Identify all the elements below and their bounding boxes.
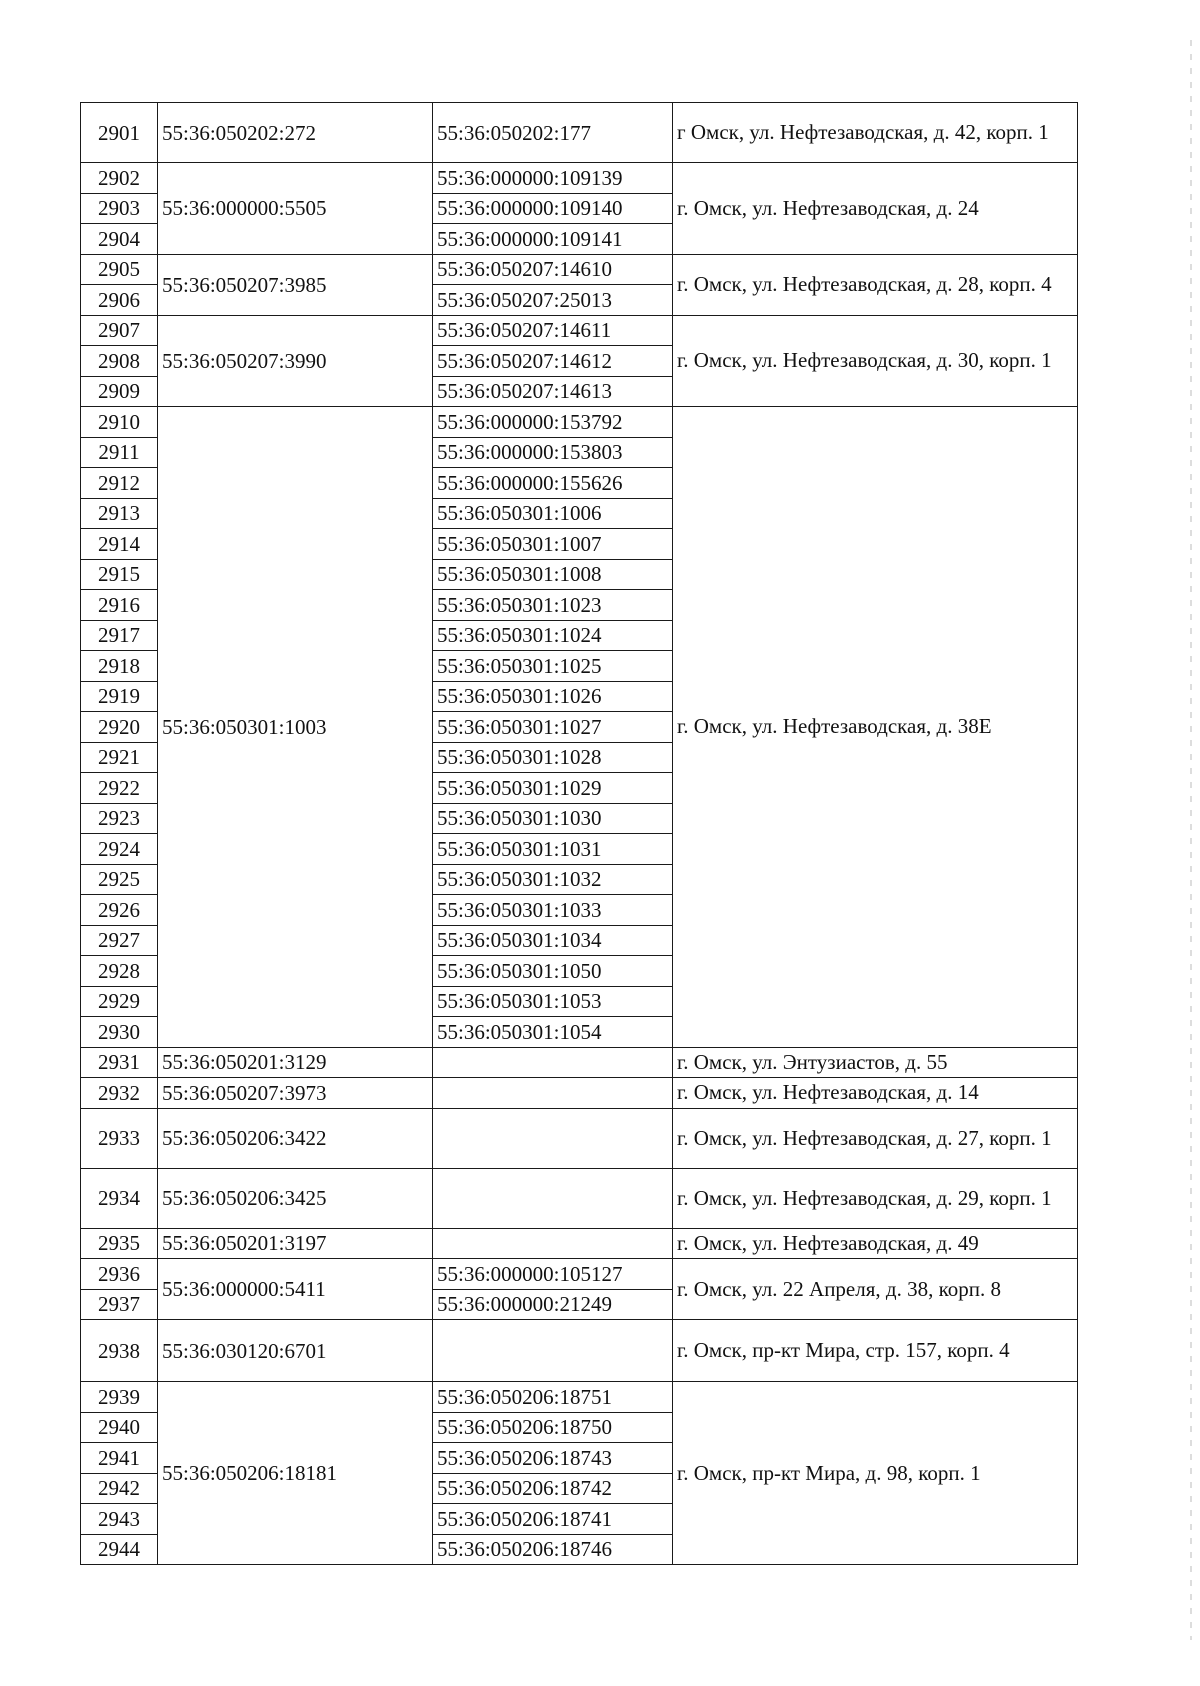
table-row — [81, 163, 1078, 194]
object-cadastral-number: 55:36:000000:153803 — [433, 437, 673, 468]
object-cadastral-number: 55:36:050301:1008 — [433, 559, 673, 590]
row-number: 2920 — [81, 712, 158, 743]
object-cadastral-number: 55:36:050301:1006 — [433, 498, 673, 529]
object-cadastral-number: 55:36:000000:109139 — [433, 163, 673, 194]
object-cadastral-number: 55:36:050301:1030 — [433, 803, 673, 834]
row-number: 2907 — [81, 315, 158, 346]
row-number: 2910 — [81, 407, 158, 438]
object-cadastral-number — [433, 1320, 673, 1382]
table-row — [81, 1047, 1078, 1078]
object-cadastral-number — [433, 1228, 673, 1259]
row-number: 2918 — [81, 651, 158, 682]
object-cadastral-number: 55:36:000000:155626 — [433, 468, 673, 499]
table-row — [81, 1259, 1078, 1290]
row-number: 2928 — [81, 956, 158, 987]
object-cadastral-number: 55:36:050301:1050 — [433, 956, 673, 987]
row-number: 2932 — [81, 1078, 158, 1109]
row-number: 2925 — [81, 864, 158, 895]
row-number: 2903 — [81, 193, 158, 224]
row-number: 2904 — [81, 224, 158, 255]
row-number: 2916 — [81, 590, 158, 621]
row-number: 2906 — [81, 285, 158, 316]
address: г. Омск, ул. Нефтезаводская, д. 28, корп. 4 — [673, 254, 1078, 315]
row-number: 2924 — [81, 834, 158, 865]
address: г. Омск, ул. Нефтезаводская, д. 30, корп. 1 — [673, 315, 1078, 407]
object-cadastral-number: 55:36:050301:1053 — [433, 986, 673, 1017]
row-number: 2908 — [81, 346, 158, 377]
object-cadastral-number — [433, 1047, 673, 1078]
address: г. Омск, ул. Нефтезаводская, д. 29, корп. 1 — [673, 1168, 1078, 1228]
row-number: 2914 — [81, 529, 158, 560]
object-cadastral-number: 55:36:050301:1031 — [433, 834, 673, 865]
object-cadastral-number: 55:36:050206:18746 — [433, 1534, 673, 1565]
parcel-cadastral-number: 55:36:050301:1003 — [158, 407, 433, 1048]
object-cadastral-number: 55:36:050206:18741 — [433, 1504, 673, 1535]
parcel-cadastral-number: 55:36:030120:6701 — [158, 1320, 433, 1382]
object-cadastral-number: 55:36:050301:1025 — [433, 651, 673, 682]
row-number: 2909 — [81, 376, 158, 407]
row-number: 2927 — [81, 925, 158, 956]
object-cadastral-number: 55:36:050301:1023 — [433, 590, 673, 621]
row-number: 2922 — [81, 773, 158, 804]
object-cadastral-number: 55:36:050301:1054 — [433, 1017, 673, 1048]
row-number: 2933 — [81, 1108, 158, 1168]
row-number: 2935 — [81, 1228, 158, 1259]
row-number: 2917 — [81, 620, 158, 651]
table-row — [81, 315, 1078, 346]
address: г. Омск, ул. Нефтезаводская, д. 38Е — [673, 407, 1078, 1048]
address: г. Омск, ул. Энтузиастов, д. 55 — [673, 1047, 1078, 1078]
table-row — [81, 1078, 1078, 1109]
object-cadastral-number — [433, 1168, 673, 1228]
row-number: 2942 — [81, 1473, 158, 1504]
row-number: 2921 — [81, 742, 158, 773]
row-number: 2940 — [81, 1412, 158, 1443]
object-cadastral-number: 55:36:050206:18742 — [433, 1473, 673, 1504]
row-number: 2931 — [81, 1047, 158, 1078]
object-cadastral-number: 55:36:050301:1032 — [433, 864, 673, 895]
object-cadastral-number: 55:36:000000:109140 — [433, 193, 673, 224]
parcel-cadastral-number: 55:36:050201:3129 — [158, 1047, 433, 1078]
parcel-cadastral-number: 55:36:050207:3985 — [158, 254, 433, 315]
object-cadastral-number: 55:36:050207:14613 — [433, 376, 673, 407]
object-cadastral-number: 55:36:050206:18751 — [433, 1382, 673, 1413]
row-number: 2912 — [81, 468, 158, 499]
table-row — [81, 1168, 1078, 1228]
row-number: 2902 — [81, 163, 158, 194]
address: г. Омск, пр-кт Мира, д. 98, корп. 1 — [673, 1382, 1078, 1565]
parcel-cadastral-number: 55:36:050206:3425 — [158, 1168, 433, 1228]
object-cadastral-number: 55:36:050206:18743 — [433, 1443, 673, 1474]
page-cutoff — [80, 1578, 1090, 1598]
table-row — [81, 254, 1078, 285]
object-cadastral-number: 55:36:050207:14610 — [433, 254, 673, 285]
address: г. Омск, ул. Нефтезаводская, д. 24 — [673, 163, 1078, 255]
scan-edge — [1190, 40, 1192, 1640]
table-row — [81, 1320, 1078, 1382]
row-number: 2905 — [81, 254, 158, 285]
object-cadastral-number — [433, 1078, 673, 1109]
row-number: 2911 — [81, 437, 158, 468]
object-cadastral-number: 55:36:050202:177 — [433, 103, 673, 163]
row-number: 2944 — [81, 1534, 158, 1565]
object-cadastral-number: 55:36:000000:153792 — [433, 407, 673, 438]
table-row — [81, 1382, 1078, 1413]
object-cadastral-number: 55:36:050301:1024 — [433, 620, 673, 651]
row-number: 2936 — [81, 1259, 158, 1290]
table-row — [81, 1228, 1078, 1259]
object-cadastral-number: 55:36:050301:1033 — [433, 895, 673, 926]
table-row — [81, 1108, 1078, 1168]
parcel-cadastral-number: 55:36:050202:272 — [158, 103, 433, 163]
cadastral-table — [80, 102, 1078, 1565]
row-number: 2943 — [81, 1504, 158, 1535]
row-number: 2926 — [81, 895, 158, 926]
object-cadastral-number: 55:36:050207:14611 — [433, 315, 673, 346]
object-cadastral-number: 55:36:050206:18750 — [433, 1412, 673, 1443]
row-number: 2934 — [81, 1168, 158, 1228]
parcel-cadastral-number: 55:36:050201:3197 — [158, 1228, 433, 1259]
parcel-cadastral-number: 55:36:050207:3973 — [158, 1078, 433, 1109]
object-cadastral-number: 55:36:050207:25013 — [433, 285, 673, 316]
object-cadastral-number: 55:36:000000:21249 — [433, 1289, 673, 1320]
object-cadastral-number: 55:36:050301:1029 — [433, 773, 673, 804]
address: г. Омск, ул. Нефтезаводская, д. 27, корп. 1 — [673, 1108, 1078, 1168]
object-cadastral-number: 55:36:000000:105127 — [433, 1259, 673, 1290]
object-cadastral-number: 55:36:050301:1026 — [433, 681, 673, 712]
row-number: 2938 — [81, 1320, 158, 1382]
address: г. Омск, ул. Нефтезаводская, д. 14 — [673, 1078, 1078, 1109]
address: г Омск, ул. Нефтезаводская, д. 42, корп. 1 — [673, 103, 1078, 163]
table-row — [81, 407, 1078, 438]
parcel-cadastral-number: 55:36:050207:3990 — [158, 315, 433, 407]
row-number: 2937 — [81, 1289, 158, 1320]
parcel-cadastral-number: 55:36:000000:5505 — [158, 163, 433, 255]
table-row — [81, 103, 1078, 163]
parcel-cadastral-number: 55:36:000000:5411 — [158, 1259, 433, 1320]
address: г. Омск, ул. 22 Апреля, д. 38, корп. 8 — [673, 1259, 1078, 1320]
row-number: 2913 — [81, 498, 158, 529]
object-cadastral-number: 55:36:050301:1034 — [433, 925, 673, 956]
object-cadastral-number — [433, 1108, 673, 1168]
object-cadastral-number: 55:36:050207:14612 — [433, 346, 673, 377]
row-number: 2930 — [81, 1017, 158, 1048]
row-number: 2941 — [81, 1443, 158, 1474]
address: г. Омск, ул. Нефтезаводская, д. 49 — [673, 1228, 1078, 1259]
row-number: 2939 — [81, 1382, 158, 1413]
row-number: 2919 — [81, 681, 158, 712]
object-cadastral-number: 55:36:000000:109141 — [433, 224, 673, 255]
address: г. Омск, пр-кт Мира, стр. 157, корп. 4 — [673, 1320, 1078, 1382]
object-cadastral-number: 55:36:050301:1007 — [433, 529, 673, 560]
object-cadastral-number: 55:36:050301:1027 — [433, 712, 673, 743]
row-number: 2923 — [81, 803, 158, 834]
object-cadastral-number: 55:36:050301:1028 — [433, 742, 673, 773]
row-number: 2915 — [81, 559, 158, 590]
parcel-cadastral-number: 55:36:050206:3422 — [158, 1108, 433, 1168]
row-number: 2929 — [81, 986, 158, 1017]
parcel-cadastral-number: 55:36:050206:18181 — [158, 1382, 433, 1565]
row-number: 2901 — [81, 103, 158, 163]
